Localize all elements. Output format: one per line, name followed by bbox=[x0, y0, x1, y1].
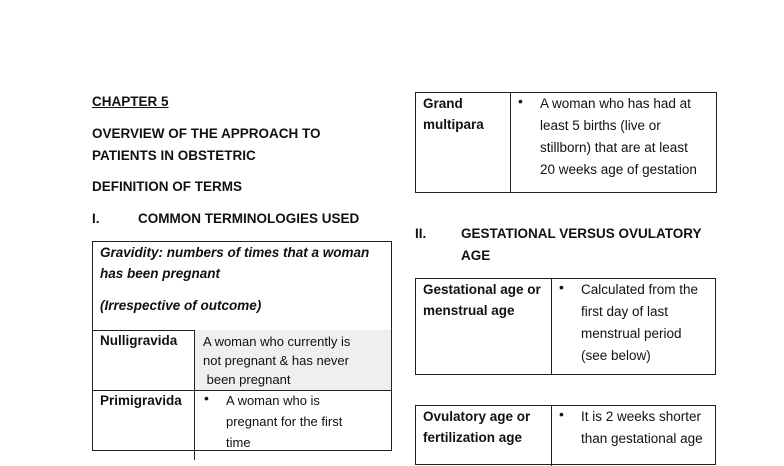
overview-heading-line1: OVERVIEW OF THE APPROACH TO bbox=[92, 126, 321, 141]
primigravida-def-line3: time bbox=[226, 435, 251, 450]
gravidity-line2: has been pregnant bbox=[100, 266, 221, 281]
gestational-def-line2: first day of last bbox=[581, 304, 669, 319]
section1-number: I. bbox=[92, 211, 100, 226]
ovulatory-age-table bbox=[415, 405, 716, 465]
section2-title-line1: GESTATIONAL VERSUS OVULATORY bbox=[461, 226, 702, 241]
terms-table bbox=[92, 241, 392, 451]
ovulatory-def-line1: It is 2 weeks shorter bbox=[581, 409, 702, 424]
section1-title: COMMON TERMINOLOGIES USED bbox=[138, 211, 360, 226]
nulligravida-definition bbox=[195, 330, 391, 390]
bullet-icon: • bbox=[518, 93, 523, 109]
grand-def-line1: A woman who has had at bbox=[540, 96, 691, 111]
grand-term-line1: Grand bbox=[423, 96, 463, 111]
ovulatory-term-line1: Ovulatory age or bbox=[423, 409, 531, 424]
gestational-term-line1: Gestational age or bbox=[423, 282, 541, 297]
nulligravida-def-line3: been pregnant bbox=[203, 372, 291, 387]
bullet-icon: • bbox=[559, 406, 564, 422]
nulligravida-term: Nulligravida bbox=[100, 333, 178, 348]
gravidity-line1: Gravidity: numbers of times that a woman bbox=[100, 245, 370, 260]
overview-heading-line2: PATIENTS IN OBSTETRIC bbox=[92, 148, 256, 163]
chapter-heading: CHAPTER 5 bbox=[92, 94, 169, 109]
grand-def-line3: stillborn) that are at least bbox=[540, 140, 688, 155]
gestational-age-table bbox=[415, 278, 716, 375]
nulligravida-row bbox=[93, 330, 391, 391]
primigravida-def-line1: A woman who is bbox=[226, 393, 320, 408]
primigravida-term: Primigravida bbox=[100, 393, 182, 408]
grand-multipara-table bbox=[415, 92, 717, 193]
gestational-def-line1: Calculated from the bbox=[581, 282, 699, 297]
primigravida-row bbox=[93, 390, 391, 460]
nulligravida-def-line2: not pregnant & has never bbox=[203, 353, 349, 368]
ovulatory-term-line2: fertilization age bbox=[423, 430, 523, 445]
gravidity-row bbox=[93, 242, 391, 331]
bullet-icon: • bbox=[559, 279, 564, 295]
section2-number: II. bbox=[415, 226, 427, 241]
section2-title-line2: AGE bbox=[461, 248, 491, 263]
gravidity-note: (Irrespective of outcome) bbox=[100, 298, 262, 313]
grand-def-line4: 20 weeks age of gestation bbox=[540, 162, 697, 177]
definition-heading: DEFINITION OF TERMS bbox=[92, 179, 242, 194]
grand-term-line2: multipara bbox=[423, 117, 484, 132]
grand-def-line2: least 5 births (live or bbox=[540, 118, 661, 133]
nulligravida-def-line1: A woman who currently is bbox=[203, 334, 351, 349]
gestational-def-line3: menstrual period bbox=[581, 326, 682, 341]
bullet-icon: • bbox=[204, 390, 209, 406]
ovulatory-def-line2: than gestational age bbox=[581, 431, 703, 446]
gestational-term-line2: menstrual age bbox=[423, 303, 515, 318]
gestational-def-line4: (see below) bbox=[581, 348, 651, 363]
primigravida-def-line2: pregnant for the first bbox=[226, 414, 343, 429]
